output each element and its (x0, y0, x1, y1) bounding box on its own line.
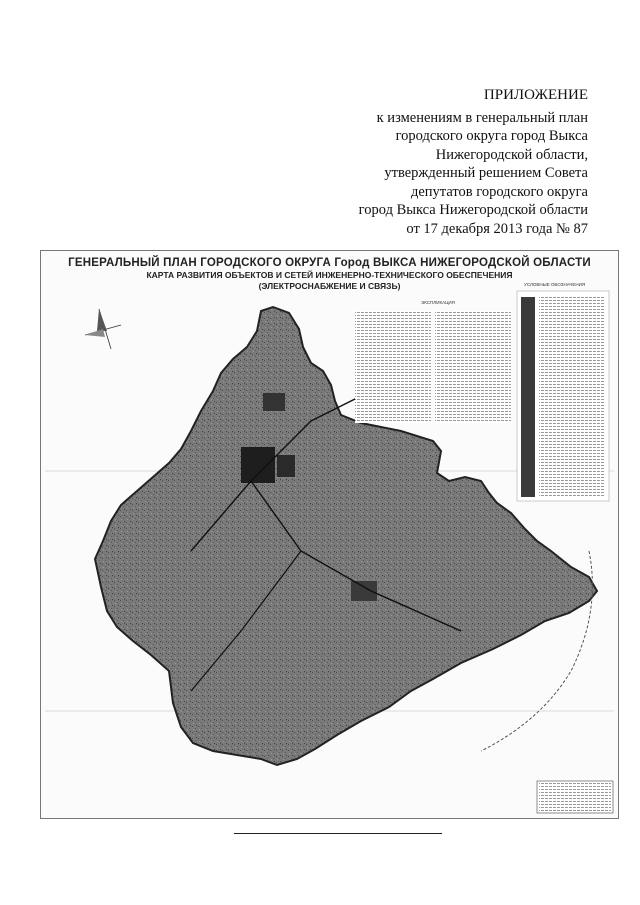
map-subtitle-2: (ЭЛЕКТРОСНАБЖЕНИЕ И СВЯЗЬ) (258, 281, 401, 291)
map-image (41, 251, 618, 818)
explication-heading: ЭКСПЛИКАЦИЯ (421, 300, 455, 305)
town-block (351, 581, 377, 601)
appendix-line: городского округа город Выкса (395, 128, 588, 144)
appendix-line: утвержденный решением Совета (384, 165, 588, 181)
appendix-line: депутатов городского округа (410, 183, 588, 200)
map-sheet (40, 250, 619, 819)
appendix-line: Нижегородской области, (435, 146, 588, 163)
appendix-block (359, 86, 588, 238)
appendix-title: ПРИЛОЖЕНИЕ (483, 87, 588, 103)
town-block (263, 393, 285, 411)
map-title: ГЕНЕРАЛЬНЫЙ ПЛАН ГОРОДСКОГО ОКРУГА Город ВЫКСА НИЖЕГОРОДСКОЙ ОБЛАСТИ (68, 257, 591, 269)
legend-heading: УСЛОВНЫЕ ОБОЗНАЧЕНИЯ (524, 282, 586, 287)
appendix-line: к изменениям в генеральный план (376, 109, 588, 126)
legend-swatches (521, 297, 535, 497)
bottom-rule (234, 833, 442, 834)
title-stamp-grid (539, 783, 611, 811)
town-block (241, 447, 275, 483)
compass-icon (85, 309, 121, 349)
legend-text (539, 297, 605, 497)
town-block (277, 455, 295, 477)
map-subtitle: КАРТА РАЗВИТИЯ ОБЪЕКТОВ И СЕТЕЙ ИНЖЕНЕРНО-ТЕХНИЧЕСКОГО ОБЕСПЕЧЕНИЯ (146, 270, 513, 280)
appendix-line: город Выкса Нижегородской области (358, 202, 588, 218)
explication-table (435, 311, 511, 423)
appendix-line: от 17 декабря 2013 года № 87 (406, 220, 588, 237)
explication-table (355, 311, 431, 423)
